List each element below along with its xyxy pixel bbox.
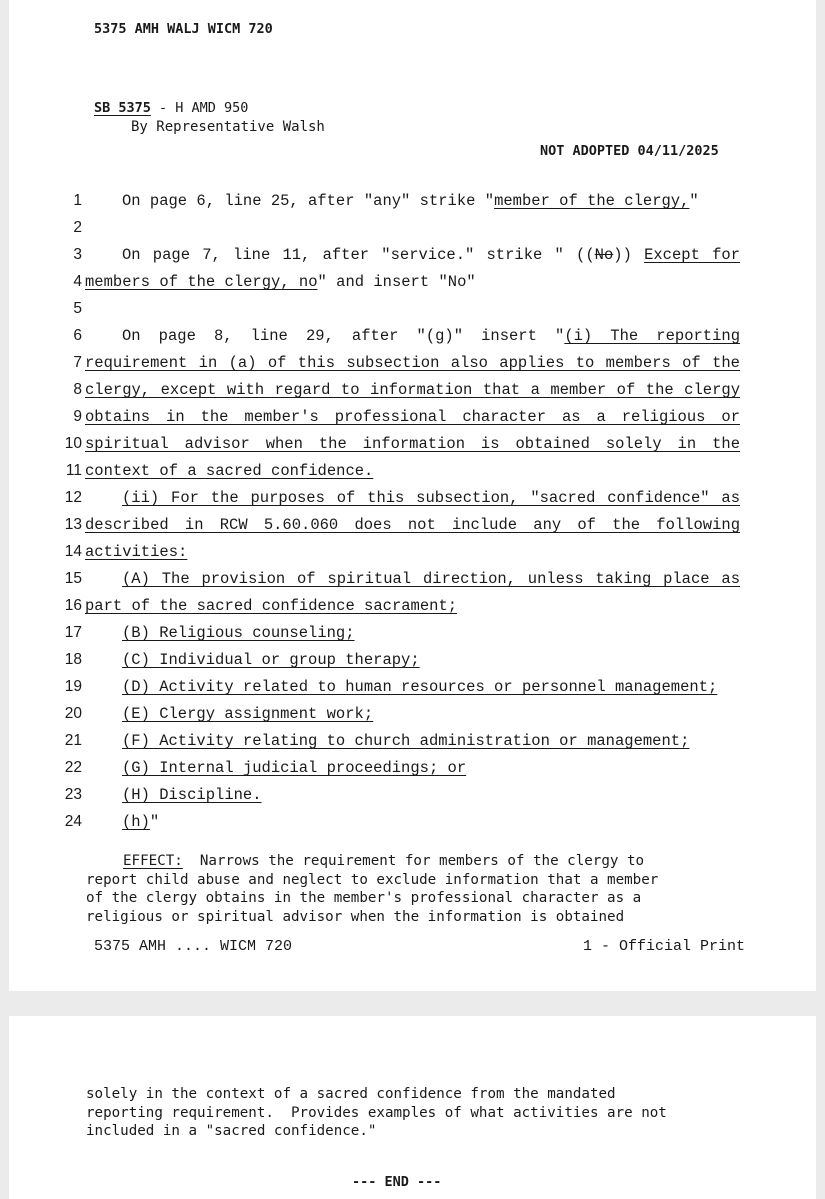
inserted-text: requirement in (a) of this subsection also applies to members of the [85, 354, 740, 372]
line-number: 11 [65, 462, 82, 479]
line-text [122, 246, 740, 264]
inserted-text: part of the sacred confidence sacrament; [85, 597, 458, 615]
inserted-text: (H) Discipline. [122, 786, 262, 804]
line-number: 15 [64, 570, 82, 587]
inserted-text: obtains in the member's professional character as a religious or [85, 408, 740, 426]
line-number: 24 [64, 813, 82, 830]
line-number: 23 [64, 786, 82, 803]
inserted-text: member of the clergy, [494, 192, 690, 210]
line-text [85, 273, 740, 291]
inserted-text: Except for [644, 246, 741, 264]
line-21 [0, 732, 820, 759]
plain-text: On page 6, line 25, after "any" strike " [122, 192, 495, 210]
line-number: 19 [64, 678, 82, 695]
line-number: 7 [73, 354, 82, 371]
inserted-text: (h) [122, 813, 150, 831]
effect-statement [86, 852, 746, 926]
effect-line-1: Narrows the requirement for members of the clergy to [182, 853, 645, 869]
line-text [122, 489, 740, 507]
line-number: 21 [64, 732, 82, 749]
doc-code: 5375 AMH WALJ WICM 720 [94, 21, 273, 37]
line-text [122, 813, 740, 831]
line-text [122, 570, 740, 588]
line-number: 14 [64, 543, 82, 560]
line-20 [0, 705, 820, 732]
line-number: 16 [64, 597, 82, 614]
line-number: 12 [64, 489, 82, 506]
inserted-text: (A) The provision of spiritual direction, unless taking place as [122, 570, 740, 588]
inserted-text: (C) Individual or group therapy; [122, 651, 420, 669]
line-1 [0, 192, 820, 219]
footer-doc-code: 5375 AMH .... WICM 720 [94, 938, 293, 955]
inserted-text: members of the clergy, no [85, 273, 318, 291]
line-number: 17 [64, 624, 82, 641]
plain-text: " and insert "No" [317, 273, 476, 291]
line-text [85, 597, 740, 615]
inserted-text: (E) Clergy assignment work; [122, 705, 374, 723]
line-number: 6 [73, 327, 82, 344]
line-number: 18 [64, 651, 82, 668]
line-number: 20 [64, 705, 82, 722]
inserted-text: (G) Internal judicial proceedings; or [122, 759, 467, 777]
plain-text: On page 7, line 11, after "service." strike " (( [122, 246, 595, 264]
line-number: 10 [64, 435, 82, 452]
inserted-text: (B) Religious counseling; [122, 624, 355, 642]
line-text [85, 381, 740, 399]
line-text [122, 624, 740, 642]
line-text [122, 705, 740, 723]
inserted-text: activities: [85, 543, 188, 561]
end-marker: --- END --- [352, 1174, 442, 1190]
line-10 [0, 435, 820, 462]
line-13 [0, 516, 820, 543]
line-text [85, 543, 740, 561]
line-number: 1 [73, 192, 82, 209]
line-11 [0, 462, 820, 489]
effect-line-3: of the clergy obtains in the member's professional character as a [86, 890, 642, 906]
line-9 [0, 408, 820, 435]
p2-line-2: reporting requirement. Provides examples of what activities are not [86, 1104, 667, 1121]
line-2 [0, 219, 820, 246]
line-number: 8 [73, 381, 82, 398]
effect-line-4: religious or spiritual advisor when the information is obtained [86, 908, 625, 925]
line-16 [0, 597, 820, 624]
line-text [85, 354, 740, 372]
p2-line-1: solely in the context of a sacred confidence from the mandated [86, 1086, 616, 1102]
line-5 [0, 300, 820, 327]
line-text [122, 327, 740, 345]
inserted-text: (i) The reporting [564, 327, 740, 345]
line-text [122, 192, 740, 210]
line-number: 2 [73, 219, 82, 236]
line-text [122, 759, 740, 777]
line-number: 4 [73, 273, 82, 290]
p2-line-3: included in a "sacred confidence." [86, 1123, 377, 1139]
inserted-text: context of a sacred confidence. [85, 462, 374, 480]
sponsor: By Representative Walsh [131, 119, 325, 135]
line-number: 13 [64, 516, 82, 533]
amendment-number: - H AMD 950 [150, 100, 249, 116]
adoption-status: NOT ADOPTED 04/11/2025 [540, 143, 719, 159]
line-23 [0, 786, 820, 813]
line-text [85, 435, 740, 453]
plain-text: " [149, 813, 160, 831]
line-24 [0, 813, 820, 840]
line-text [122, 651, 740, 669]
line-number: 9 [73, 408, 82, 425]
line-8 [0, 381, 820, 408]
line-22 [0, 759, 820, 786]
line-14 [0, 543, 820, 570]
effect-line-2: report child abuse and neglect to exclude information that a member [86, 871, 659, 888]
line-4 [0, 273, 820, 300]
line-15 [0, 570, 820, 597]
bill-number: SB 5375 [94, 100, 151, 116]
plain-text: " [689, 192, 699, 210]
line-number: 5 [73, 300, 82, 317]
line-text [85, 462, 740, 480]
line-17 [0, 624, 820, 651]
effect-label: EFFECT: [123, 853, 183, 869]
plain-text: )) [613, 246, 645, 264]
line-12 [0, 489, 820, 516]
inserted-text: clergy, except with regard to information that a member of the clergy [85, 381, 740, 399]
line-text [122, 786, 740, 804]
line-text [122, 678, 740, 696]
line-number: 3 [73, 246, 82, 263]
line-text [85, 408, 740, 426]
inserted-text: (F) Activity relating to church administration or management; [122, 732, 690, 750]
line-7 [0, 354, 820, 381]
line-18 [0, 651, 820, 678]
line-text [122, 732, 740, 750]
line-6 [0, 327, 820, 354]
line-number: 22 [64, 759, 82, 776]
inserted-text: (D) Activity related to human resources or personnel management; [122, 678, 718, 696]
footer-page-label: 1 - Official Print [583, 938, 746, 955]
plain-text: On page 8, line 29, after "(g)" insert " [122, 327, 565, 345]
line-text [85, 516, 740, 534]
inserted-text: (ii) For the purposes of this subsection, "sacred confidence" as [122, 489, 740, 507]
inserted-text: spiritual advisor when the information is obtained solely in the [85, 435, 740, 453]
inserted-text: described in RCW 5.60.060 does not include any of the following [85, 516, 740, 534]
line-19 [0, 678, 820, 705]
struck-text: No [594, 246, 614, 264]
bill-title [94, 100, 248, 116]
line-3 [0, 246, 820, 273]
effect-continuation [86, 1085, 667, 1141]
